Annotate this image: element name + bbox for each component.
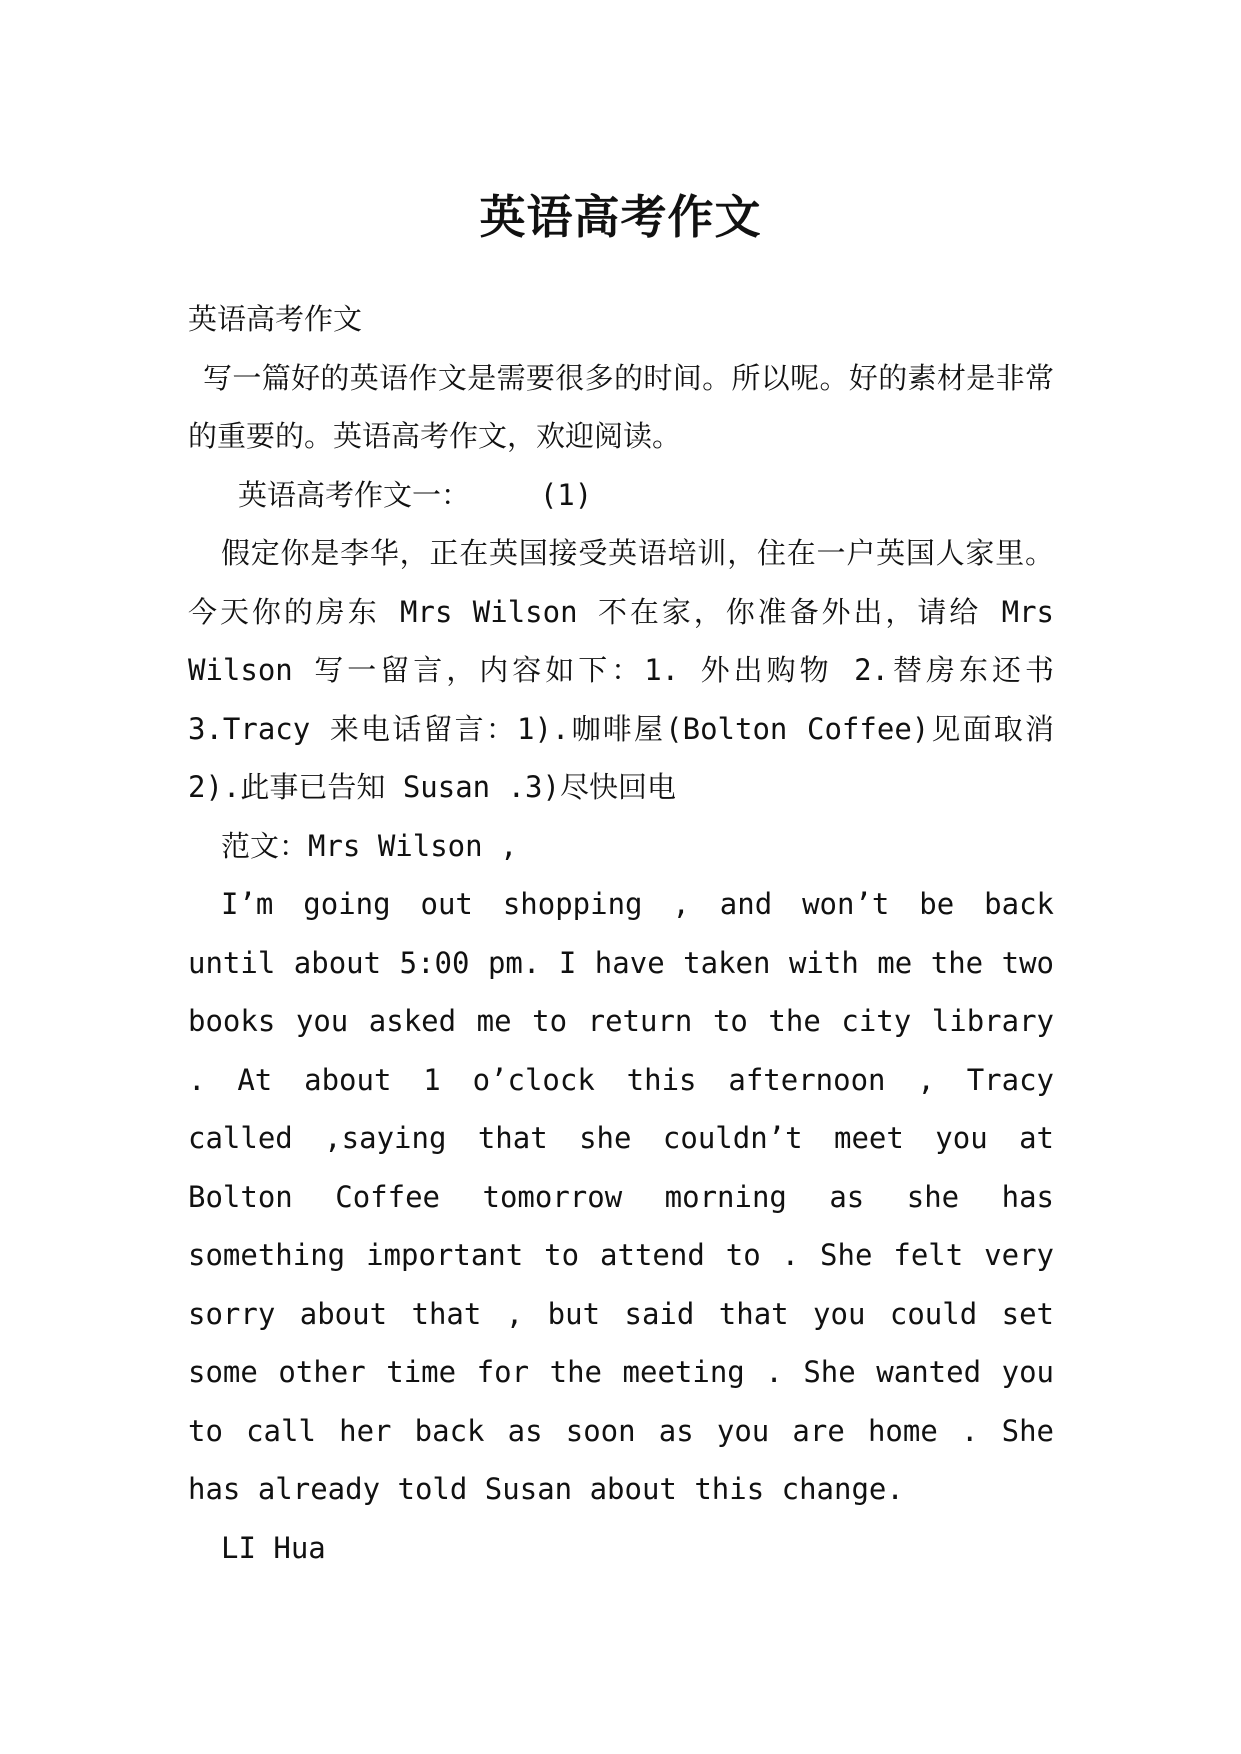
prompt-paragraph: 假定你是李华，正在英国接受英语培训，住在一户英国人家里。今天你的房东 Mrs Wilson 不在家，你准备外出，请给 Mrs Wilson 写一留言，内容如下：1. 外出购物 2.替房东还书 3.Tracy 来电话留言：1).咖啡屋(Bolton Coffee)见面取消 2).此事已告知 Susan .3)尽快回电 [188,536,1054,804]
document-title: 英语高考作文 [479,189,762,244]
sample-essay-paragraph: I’m going out shopping , and won’t be back until about 5:00 pm. I have taken with me the two books you asked me to return to the city library . At about 1 o’clock this afternoon , Tracy called ,saying that she couldn’t meet you at Bolton Coffee tomorrow morning as she has something important to attend to . She felt very sorry about that , but said that you could set some other time for the meeting . She wanted you to call her back as soon as you are home . She has already told Susan about this change. [188,887,1054,1506]
section-heading: 英语高考作文一： (1) [238,477,593,512]
sample-heading: 范文：Mrs Wilson , [221,828,518,863]
signature: LI Hua [221,1530,326,1565]
heading-paragraph: 英语高考作文 [188,302,363,336]
document-body [188,290,1054,1577]
intro-paragraph: 写一篇好的英语作文是需要很多的时间。所以呢。好的素材是非常的重要的。英语高考作文，欢迎阅读。 [188,360,1054,453]
